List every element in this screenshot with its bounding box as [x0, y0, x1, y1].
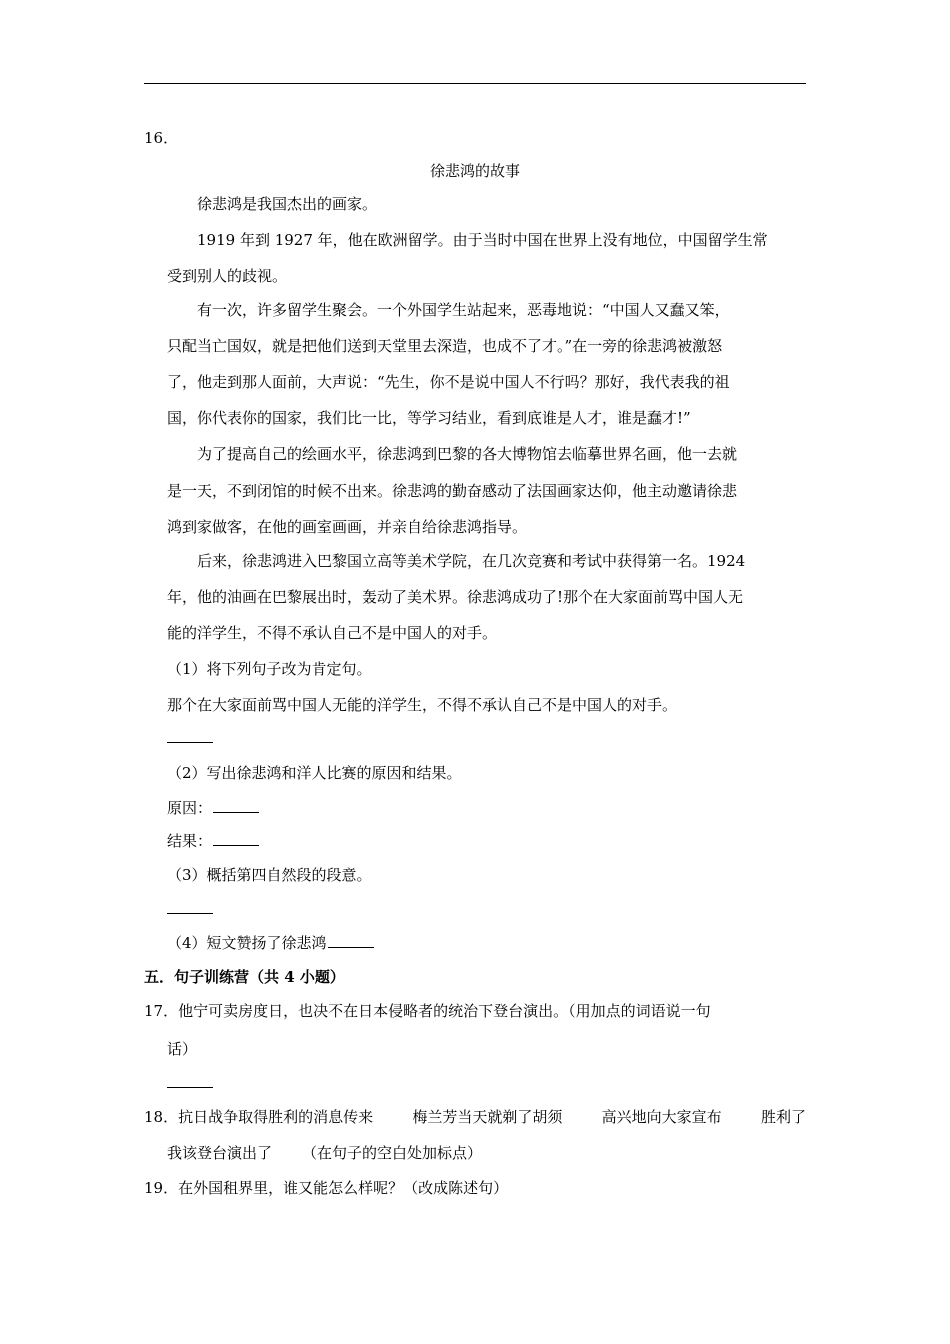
question-18-part-3: 高兴地向大家宣布 — [601, 1108, 722, 1126]
paragraph-4-line-1: 为了提高自己的绘画水平，徐悲鸿到巴黎的各大博物馆去临摹世界名画，他一去就 — [197, 445, 738, 463]
sub-question-4: （4）短文赞扬了徐悲鸿 — [167, 934, 327, 952]
sub-question-2: （2）写出徐悲鸿和洋人比赛的原因和结果。 — [167, 764, 462, 782]
answer-blank-4[interactable] — [328, 933, 374, 948]
passage-title: 徐悲鸿的故事 — [429, 162, 520, 180]
paragraph-3-line-3: 了，他走到那人面前，大声说：“先生，你不是说中国人不行吗？那好，我代表我的祖 — [167, 373, 730, 391]
question-17-line-2: 话） — [167, 1040, 198, 1058]
question-number: 16． — [144, 129, 179, 147]
sub-question-1-sentence: 那个在大家面前骂中国人无能的洋学生，不得不承认自己不是中国人的对手。 — [167, 696, 678, 714]
paragraph-3-line-4: 国，你代表你的国家，我们比一比，等学习结业，看到底谁是人才，谁是蠢才!” — [167, 409, 691, 427]
question-18-part-2: 梅兰芳当天就剃了胡须 — [412, 1108, 563, 1126]
question-17-line-1: 17．他宁可卖房度日，也决不在日本侵略者的统治下登台演出。（用加点的词语说一句 — [144, 1002, 711, 1020]
reason-label: 原因： — [167, 799, 213, 817]
answer-blank-17[interactable] — [167, 1087, 213, 1088]
header-rule — [144, 83, 806, 84]
paragraph-5-line-2: 年，他的油画在巴黎展出时，轰动了美术界。徐悲鸿成功了!那个在大家面前骂中国人无 — [167, 588, 744, 606]
paragraph-3-line-1: 有一次，许多留学生聚会。一个外国学生站起来，恶毒地说：“中国人又蠢又笨， — [197, 301, 730, 319]
paragraph-5-line-3: 能的洋学生，不得不承认自己不是中国人的对手。 — [167, 624, 498, 642]
question-19-line-1: 19．在外国租界里，谁又能怎么样呢？（改成陈述句） — [144, 1179, 509, 1197]
question-18-instruction: （在句子的空白处加标点） — [302, 1144, 483, 1162]
paragraph-5-line-1: 后来，徐悲鸿进入巴黎国立高等美术学院，在几次竞赛和考试中获得第一名。1924 — [197, 552, 746, 570]
result-blank[interactable] — [213, 831, 259, 846]
paragraph-4-line-3: 鸿到家做客，在他的画室画画，并亲自给徐悲鸿指导。 — [167, 518, 528, 536]
paragraph-1: 徐悲鸿是我国杰出的画家。 — [197, 195, 378, 213]
result-line — [167, 831, 259, 851]
question-18-part-4: 胜利了 — [760, 1108, 806, 1126]
question-18-line-1 — [144, 1107, 806, 1127]
paragraph-3-line-2: 只配当亡国奴，就是把他们送到天堂里去深造，也成不了才。”在一旁的徐悲鸿被激怒 — [167, 337, 723, 355]
question-18-part-5: 我该登台演出了 — [167, 1144, 273, 1162]
paragraph-2-line-2: 受到别人的歧视。 — [167, 267, 288, 285]
answer-blank-3[interactable] — [167, 913, 213, 914]
sub-question-1: （1）将下列句子改为肯定句。 — [167, 660, 372, 678]
paragraph-2-line-1: 1919 年到 1927 年，他在欧洲留学。由于当时中国在世界上没有地位，中国留学生常 — [197, 231, 768, 249]
reason-line — [167, 798, 259, 818]
question-18-line-2 — [167, 1143, 482, 1163]
answer-blank-1[interactable] — [167, 742, 213, 743]
sub-question-3: （3）概括第四自然段的段意。 — [167, 866, 372, 884]
reason-blank[interactable] — [213, 798, 259, 813]
paragraph-4-line-2: 是一天，不到闭馆的时候不出来。徐悲鸿的勤奋感动了法国画家达仰，他主动邀请徐悲 — [167, 482, 738, 500]
section-heading: 五．句子训练营（共 4 小题） — [144, 968, 345, 986]
question-18-part-1: 18．抗日战争取得胜利的消息传来 — [144, 1108, 374, 1126]
result-label: 结果： — [167, 832, 213, 850]
sub-question-4-line — [167, 933, 374, 953]
